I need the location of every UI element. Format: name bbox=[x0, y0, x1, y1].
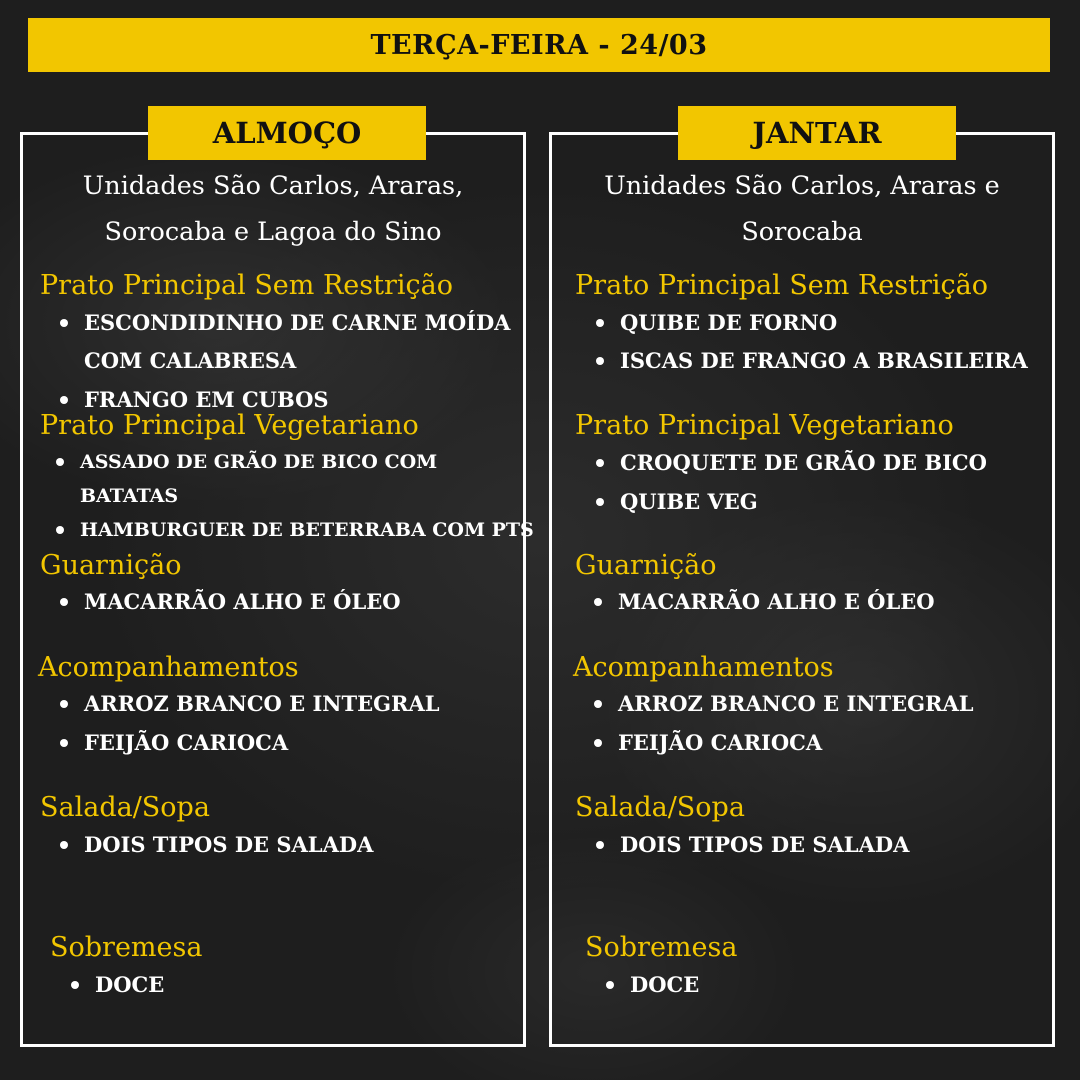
lunch-garnish-title: Guarnição bbox=[40, 550, 182, 581]
lunch-main-item: ESCONDIDINHO DE CARNE MOÍDA bbox=[84, 310, 511, 335]
day-banner bbox=[28, 18, 1050, 72]
dinner-main-item: QUIBE DE FORNO bbox=[620, 310, 838, 335]
lunch-units bbox=[26, 163, 520, 255]
dinner-veg-item: QUIBE VEG bbox=[620, 489, 758, 514]
dinner-units bbox=[555, 163, 1049, 255]
lunch-main-title: Prato Principal Sem Restrição bbox=[40, 270, 454, 301]
dinner-veg-title: Prato Principal Vegetariano bbox=[575, 410, 954, 441]
dinner-tab-title: JANTAR bbox=[678, 106, 956, 160]
dinner-salad-title: Salada/Sopa bbox=[575, 792, 745, 823]
lunch-veg-item: ASSADO DE GRÃO DE BICO COM bbox=[80, 451, 438, 473]
lunch-veg-item: HAMBURGUER DE BETERRABA COM PTS bbox=[80, 519, 534, 541]
lunch-dessert-title: Sobremesa bbox=[50, 932, 203, 963]
lunch-veg-item-cont: BATATAS bbox=[80, 485, 179, 507]
dinner-sides-item: FEIJÃO CARIOCA bbox=[618, 730, 823, 755]
dinner-garnish-item: MACARRÃO ALHO E ÓLEO bbox=[618, 589, 935, 614]
dinner-garnish-title: Guarnição bbox=[575, 550, 717, 581]
day-title: TERÇA-FEIRA - 24/03 bbox=[370, 29, 708, 61]
lunch-salad-title: Salada/Sopa bbox=[40, 792, 210, 823]
dinner-salad-item: DOIS TIPOS DE SALADA bbox=[620, 832, 910, 857]
lunch-sides-item: FEIJÃO CARIOCA bbox=[84, 730, 289, 755]
lunch-tab-title: ALMOÇO bbox=[148, 106, 426, 160]
lunch-main-item-cont: COM CALABRESA bbox=[84, 348, 297, 373]
lunch-salad-item: DOIS TIPOS DE SALADA bbox=[84, 832, 374, 857]
dinner-sides-item: ARROZ BRANCO E INTEGRAL bbox=[618, 691, 974, 716]
dinner-main-title: Prato Principal Sem Restrição bbox=[575, 270, 989, 301]
lunch-veg-title: Prato Principal Vegetariano bbox=[40, 410, 419, 441]
dinner-main-item: ISCAS DE FRANGO A BRASILEIRA bbox=[620, 348, 1028, 373]
lunch-units-line-1: Unidades São Carlos, Araras, bbox=[82, 171, 464, 201]
lunch-garnish-item: MACARRÃO ALHO E ÓLEO bbox=[84, 589, 401, 614]
dinner-dessert-item: DOCE bbox=[630, 972, 700, 997]
lunch-sides-item: ARROZ BRANCO E INTEGRAL bbox=[84, 691, 440, 716]
lunch-sides-title: Acompanhamentos bbox=[38, 652, 299, 683]
lunch-dessert-item: DOCE bbox=[95, 972, 165, 997]
dinner-sides-title: Acompanhamentos bbox=[573, 652, 834, 683]
lunch-main-item: FRANGO EM CUBOS bbox=[84, 387, 329, 412]
dinner-veg-item: CROQUETE DE GRÃO DE BICO bbox=[620, 450, 987, 475]
dinner-units-line-2: Sorocaba bbox=[741, 217, 863, 247]
lunch-units-line-2: Sorocaba e Lagoa do Sino bbox=[104, 217, 442, 247]
dinner-units-line-1: Unidades São Carlos, Araras e bbox=[604, 171, 1000, 201]
dinner-dessert-title: Sobremesa bbox=[585, 932, 738, 963]
